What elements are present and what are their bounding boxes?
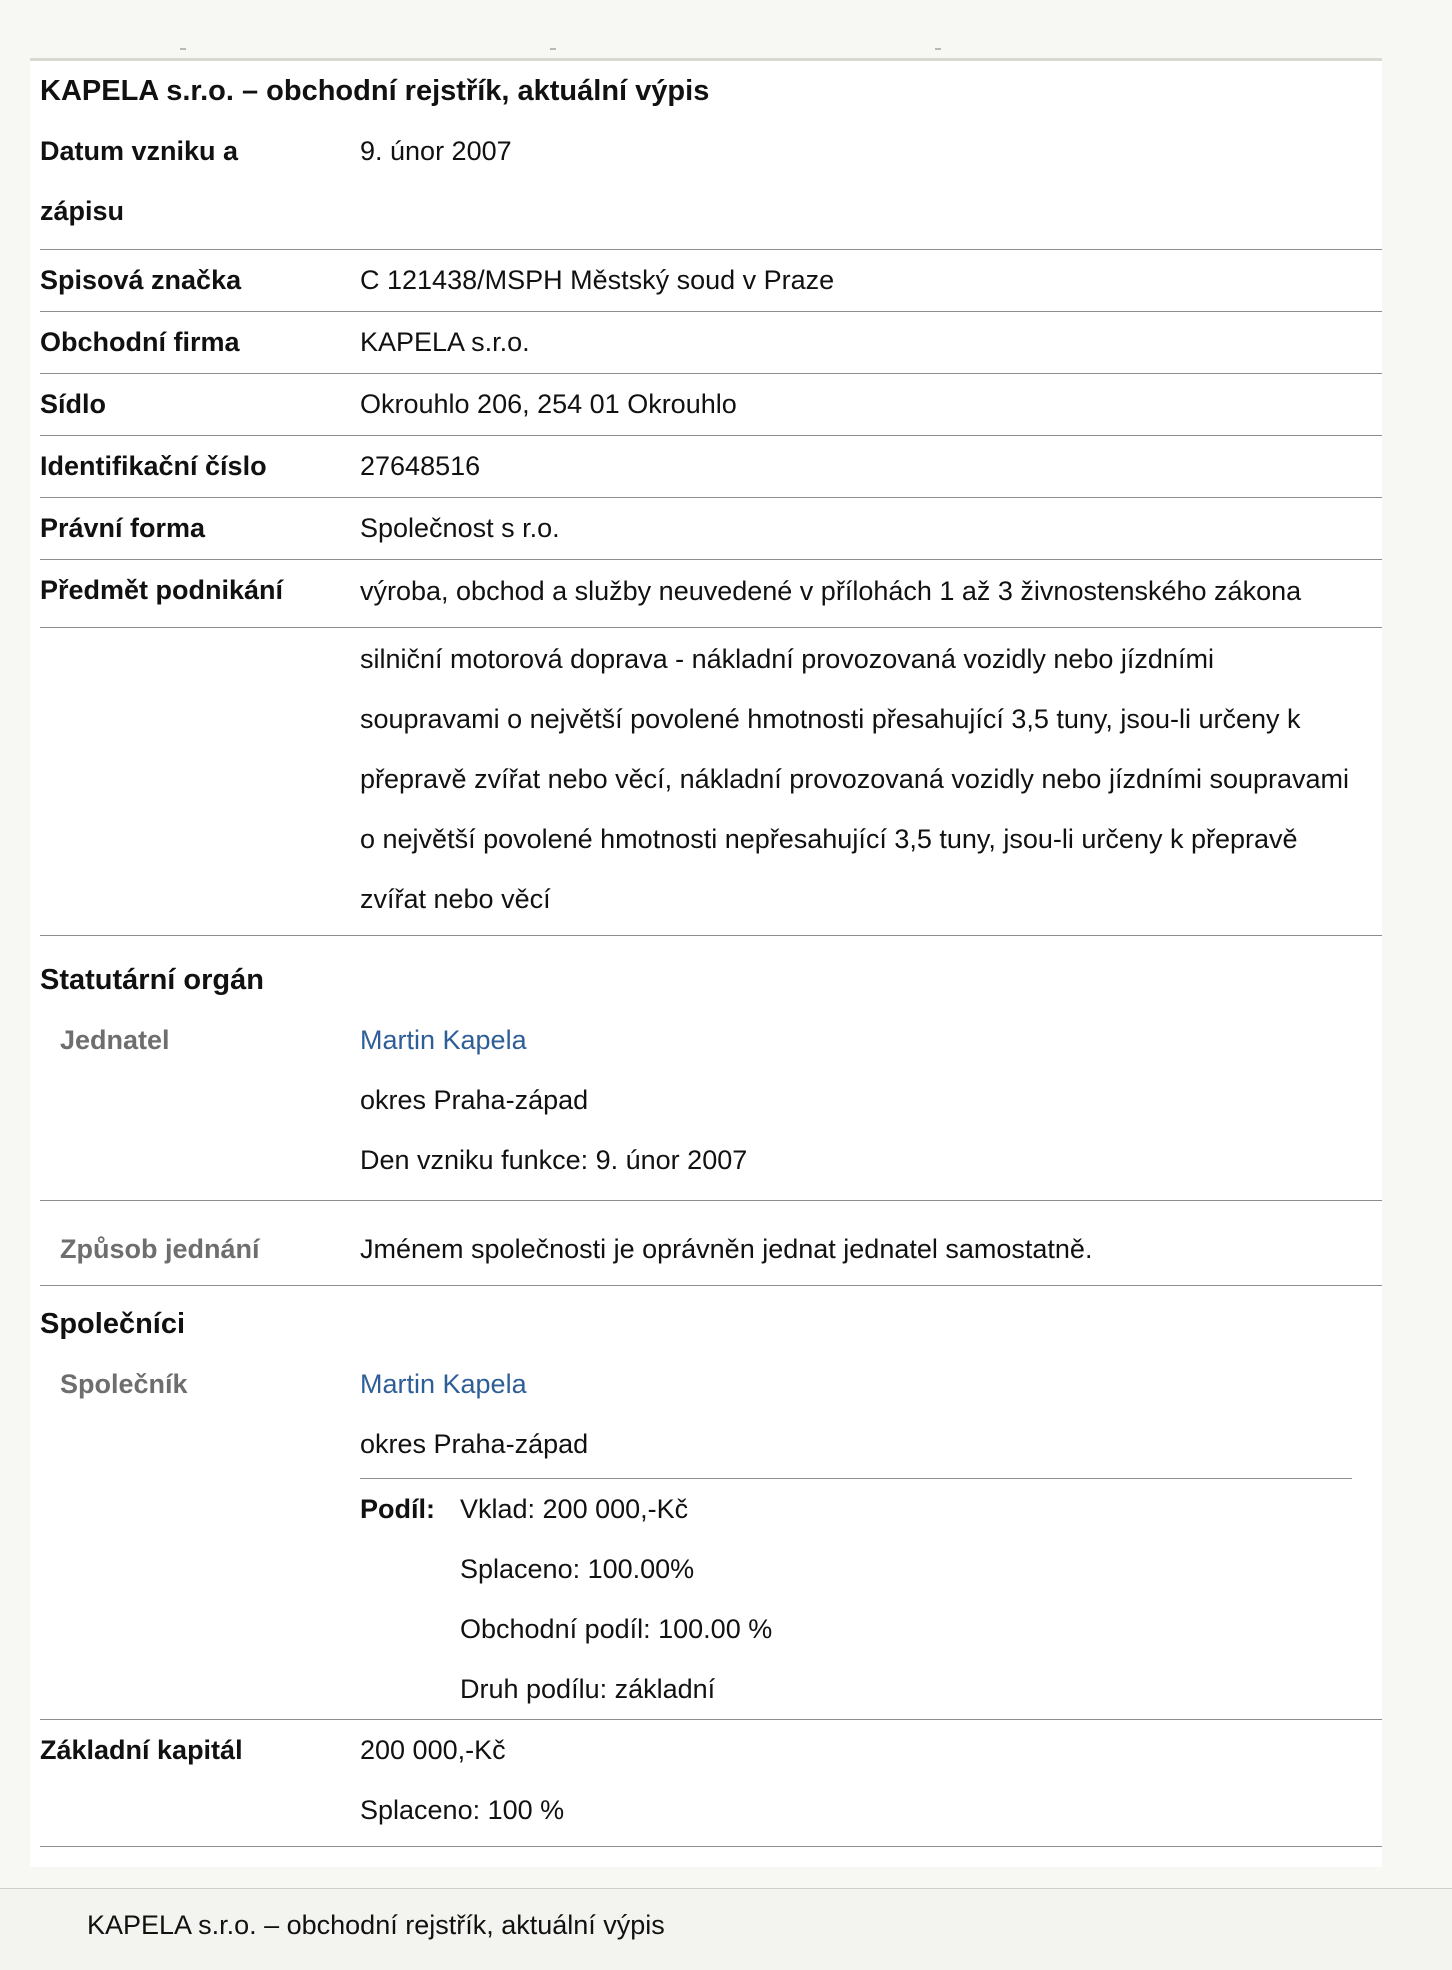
row-label: Sídlo <box>40 389 106 419</box>
row-value: silniční motorová doprava - nákladní provozovaná vozidly nebo jízdními soupravami o největší povolené hmotnosti přesahující 3,5 tuny, jsou-li určeny k přepravě zvířat nebo věcí, nákladní provozovaná vozidly nebo jízdními soupravami o největší povolené hmotnosti nepřesahující 3,5 tuny, jsou-li určeny k přepravě zvířat nebo věcí <box>360 644 1350 914</box>
table-row <box>40 121 1382 250</box>
director-name-link[interactable]: Martin Kapela <box>360 1025 527 1055</box>
share-paid: Splaceno: 100.00% <box>460 1554 695 1584</box>
footer-bar <box>0 1888 1452 1970</box>
row-value: 9. únor 2007 <box>360 136 512 166</box>
capital-paid: Splaceno: 100 % <box>360 1795 565 1825</box>
director-details <box>360 1010 1382 1190</box>
capital-amount: 200 000,-Kč <box>360 1735 506 1765</box>
row-value: C 121438/MSPH Městský soud v Praze <box>360 265 835 295</box>
statutory-manner-row <box>40 1201 1382 1286</box>
partner-district: okres Praha-západ <box>360 1429 589 1459</box>
partner-row <box>40 1354 1382 1720</box>
manner-label: Způsob jednání <box>60 1234 260 1264</box>
row-value: výroba, obchod a služby neuvedené v přílohách 1 až 3 živnostenského zákona <box>360 576 1302 606</box>
section-title-partners: Společníci <box>40 1308 186 1340</box>
table-row <box>40 436 1382 498</box>
statutory-director-row <box>40 1010 1382 1201</box>
director-district: okres Praha-západ <box>360 1085 589 1115</box>
row-label: Spisová značka <box>40 265 242 295</box>
section-title-statutory: Statutární orgán <box>40 964 264 996</box>
table-row <box>40 498 1382 560</box>
partner-details <box>360 1354 1382 1719</box>
row-value: Okrouhlo 206, 254 01 Okrouhlo <box>360 389 737 419</box>
row-value: 27648516 <box>360 451 481 481</box>
share-business: Obchodní podíl: 100.00 % <box>460 1614 773 1644</box>
share-label: Podíl: <box>360 1494 435 1524</box>
row-label: Identifikační číslo <box>40 451 267 481</box>
row-value: Společnost s r.o. <box>360 513 560 543</box>
table-row <box>40 374 1382 436</box>
capital-row <box>40 1720 1382 1847</box>
registry-extract-content <box>40 61 1382 1847</box>
table-row <box>40 312 1382 374</box>
partner-label: Společník <box>60 1369 188 1399</box>
table-row <box>40 628 1382 936</box>
table-row <box>40 250 1382 312</box>
capital-values <box>360 1720 1382 1840</box>
partner-share <box>360 1478 1352 1719</box>
page-title: KAPELA s.r.o. – obchodní rejstřík, aktuální výpis <box>40 75 710 107</box>
row-value: KAPELA s.r.o. <box>360 327 530 357</box>
row-label: Právní forma <box>40 513 206 543</box>
cropped-text-fragment <box>30 44 1382 56</box>
row-label: Obchodní firma <box>40 327 240 357</box>
manner-value: Jménem společnosti je oprávněn jednat jednatel samostatně. <box>360 1234 1093 1264</box>
table-row <box>40 560 1382 628</box>
row-label <box>40 634 360 929</box>
director-since: Den vzniku funkce: 9. únor 2007 <box>360 1145 748 1175</box>
share-type: Druh podílu: základní <box>460 1674 716 1704</box>
row-label: Předmět podnikání <box>40 575 284 605</box>
capital-label: Základní kapitál <box>40 1735 243 1765</box>
footer-title: KAPELA s.r.o. – obchodní rejstřík, aktuální výpis <box>87 1910 665 1940</box>
row-label: Datum vzniku a zápisu <box>40 136 239 226</box>
registry-extract-card <box>30 58 1382 1867</box>
partner-name-link[interactable]: Martin Kapela <box>360 1369 527 1399</box>
director-label: Jednatel <box>60 1025 170 1055</box>
share-deposit: Vklad: 200 000,-Kč <box>460 1494 689 1524</box>
share-values <box>460 1479 1352 1719</box>
